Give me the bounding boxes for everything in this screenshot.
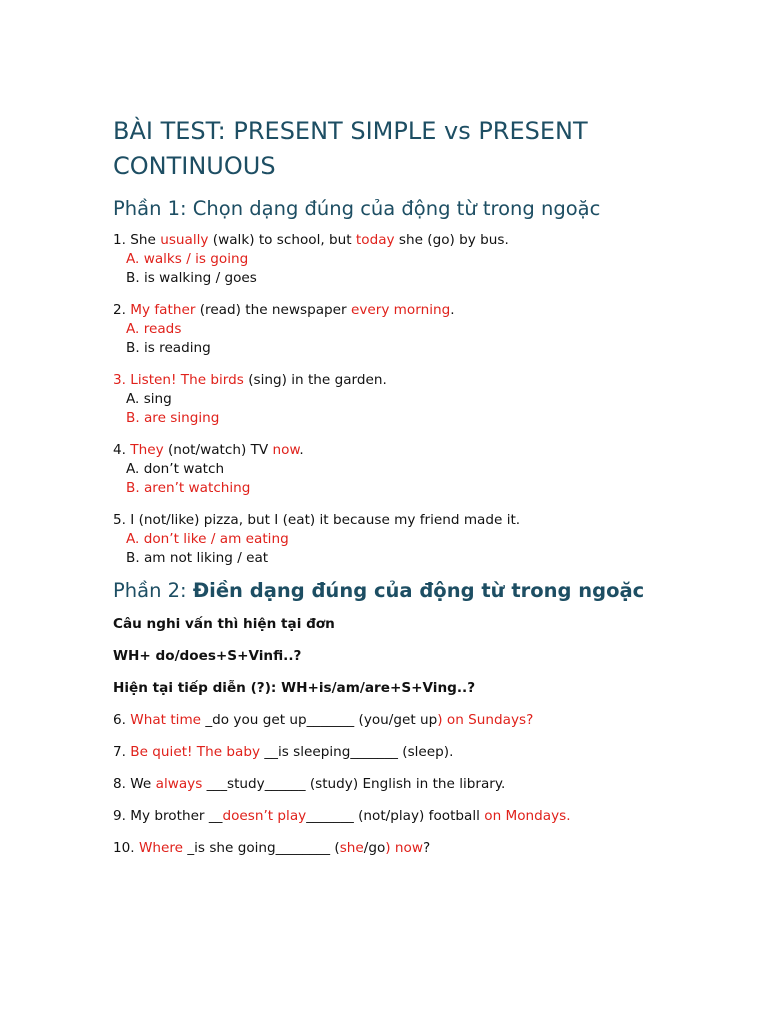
question-text: (sing) in the garden.	[243, 372, 387, 388]
highlight: ) on Sundays?	[437, 712, 534, 728]
question-number: 10.	[113, 840, 139, 856]
question-4	[113, 441, 673, 498]
highlight: What time	[130, 712, 202, 728]
question-text: __is sleeping_______ (sleep).	[260, 744, 454, 760]
question-text: she (go) by bus.	[394, 232, 509, 248]
part1-heading: Phần 1: Chọn dạng đúng của động từ trong ngoặc	[113, 197, 601, 220]
highlight: on Mondays.	[484, 808, 571, 824]
highlight: They	[130, 442, 164, 458]
question-text: _is she going________ (	[183, 840, 340, 856]
question-2-text	[113, 301, 673, 320]
question-7	[113, 743, 673, 762]
question-text: _______ (not/play) football	[306, 808, 485, 824]
question-text: /go	[363, 840, 386, 856]
question-text: .	[450, 302, 455, 318]
question-text: _do you get up_______ (you/get up	[201, 712, 438, 728]
highlight: 3. Listen! The birds	[113, 372, 244, 388]
option-a: A. don’t like / am eating	[126, 531, 289, 547]
question-5	[113, 511, 673, 568]
question-number: 9. My brother __	[113, 808, 223, 824]
option-b: B. aren’t watching	[126, 480, 251, 496]
highlight: today	[355, 232, 395, 248]
grammar-note-2: WH+ do/does+S+Vinfi..?	[113, 648, 302, 664]
option-a: A. walks / is going	[126, 251, 249, 267]
question-1	[113, 231, 673, 288]
question-4-text	[113, 441, 673, 460]
option-b: B. am not liking / eat	[126, 550, 269, 566]
option-b: B. is walking / goes	[126, 270, 257, 286]
option-b: B. is reading	[126, 340, 211, 356]
question-text: .	[299, 442, 304, 458]
part2-prefix: Phần 2:	[113, 579, 193, 602]
document-title: BÀI TEST: PRESENT SIMPLE vs PRESENT CONTINUOUS	[113, 117, 588, 180]
question-10	[113, 839, 673, 858]
question-number: 2.	[113, 302, 131, 318]
option-a: A. reads	[126, 321, 182, 337]
option-a: A. don’t watch	[126, 461, 225, 477]
highlight: every morning	[350, 302, 451, 318]
grammar-note-1: Câu nghi vấn thì hiện tại đơn	[113, 616, 335, 632]
question-9	[113, 807, 673, 826]
highlight: Where	[138, 840, 184, 856]
question-text: (read) the newspaper	[195, 302, 351, 318]
highlight: doesn’t play	[222, 808, 307, 824]
document-page	[113, 114, 673, 858]
option-a: A. sing	[126, 391, 172, 407]
question-number: 1. She	[113, 232, 161, 248]
question-text: ?	[422, 840, 431, 856]
highlight: always	[155, 776, 203, 792]
question-number: 7.	[113, 744, 131, 760]
question-number: 8. We	[113, 776, 156, 792]
question-text: ___study______ (study) English in the library.	[202, 776, 506, 792]
highlight: she	[339, 840, 364, 856]
question-8	[113, 775, 673, 794]
highlight: My father	[130, 302, 196, 318]
question-text: (not/watch) TV	[163, 442, 273, 458]
highlight: now	[272, 442, 300, 458]
part2-heading	[113, 577, 673, 605]
question-3-text	[113, 371, 673, 390]
question-6	[113, 711, 673, 730]
question-text: (walk) to school, but	[208, 232, 356, 248]
question-5-text: 5. I (not/like) pizza, but I (eat) it because my friend made it.	[113, 512, 521, 528]
question-1-text	[113, 231, 673, 250]
highlight: Be quiet! The baby	[130, 744, 261, 760]
part2-title: Điền dạng đúng của động từ trong ngoặc	[192, 579, 645, 602]
question-number: 6.	[113, 712, 131, 728]
highlight: ) now	[385, 840, 423, 856]
question-2	[113, 301, 673, 358]
question-3	[113, 371, 673, 428]
highlight: usually	[160, 232, 209, 248]
grammar-note-3: Hiện tại tiếp diễn (?): WH+is/am/are+S+Ving..?	[113, 680, 476, 696]
option-b: B. are singing	[126, 410, 220, 426]
question-number: 4.	[113, 442, 131, 458]
